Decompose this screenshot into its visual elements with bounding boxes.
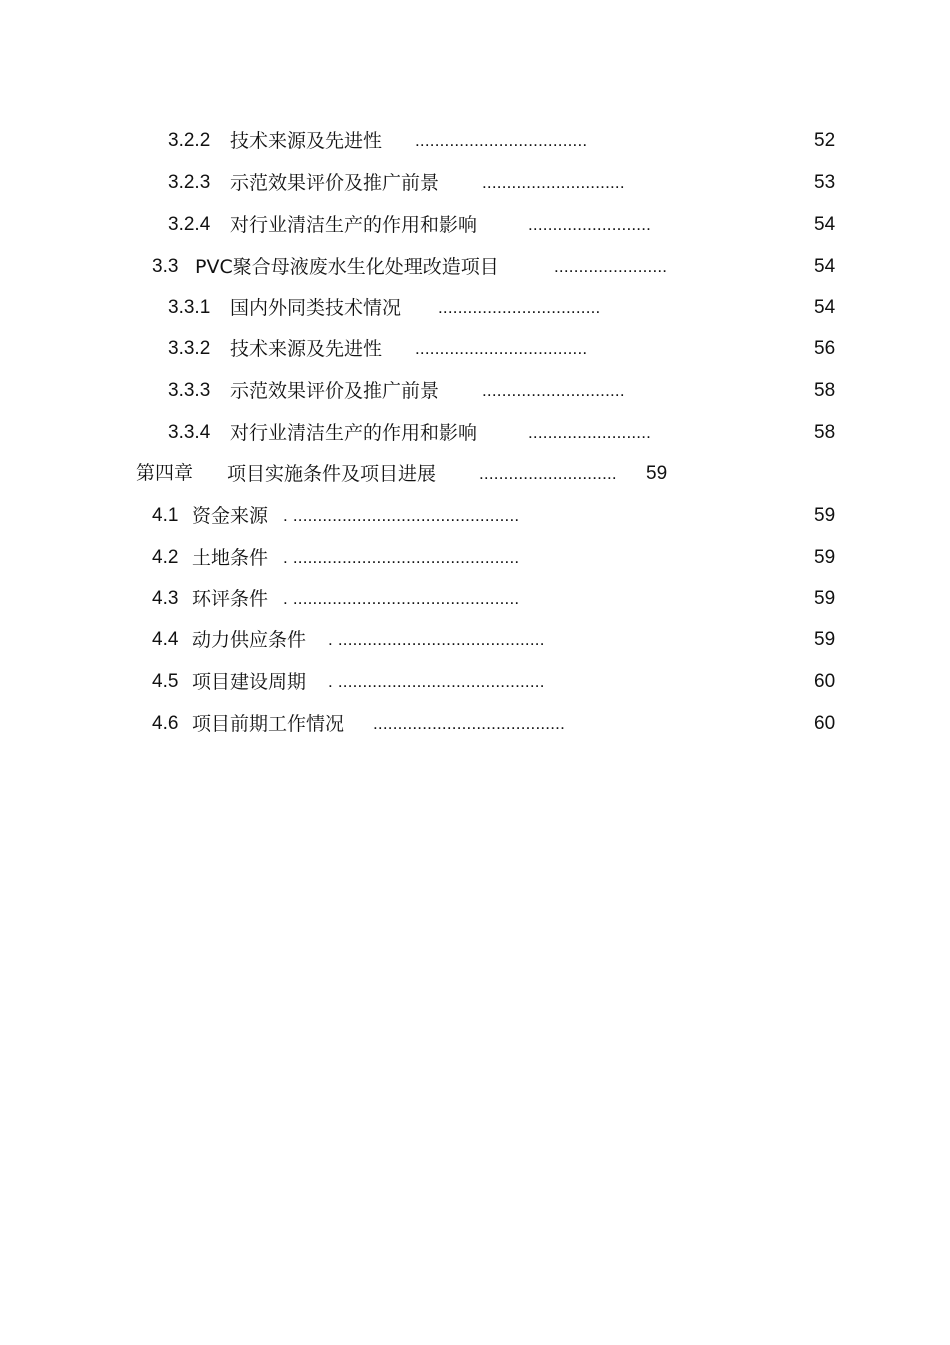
toc-leader: ................................. bbox=[438, 298, 601, 317]
toc-entry bbox=[152, 545, 848, 571]
toc-page: 54 bbox=[814, 297, 836, 318]
toc-number: 3.3 bbox=[152, 256, 179, 277]
toc-number: 4.4 bbox=[152, 629, 179, 650]
toc-page: 59 bbox=[814, 629, 836, 650]
toc-page: 52 bbox=[814, 130, 836, 151]
toc-leader: . .............................................. bbox=[283, 589, 520, 608]
toc-page: 59 bbox=[814, 547, 836, 568]
toc-title: 国内外同类技术情况 bbox=[230, 297, 402, 319]
toc-number: 3.3.4 bbox=[168, 422, 211, 443]
toc-entry bbox=[168, 378, 848, 404]
toc-entry bbox=[168, 336, 848, 362]
toc-title: PVC聚合母液废水生化处理改造项目 bbox=[195, 256, 499, 278]
toc-page: 60 bbox=[814, 671, 836, 692]
toc-page: 58 bbox=[814, 380, 836, 401]
toc-entry bbox=[152, 711, 848, 737]
toc-leader: . .......................................... bbox=[328, 630, 545, 649]
toc-title: 对行业清洁生产的作用和影响 bbox=[230, 214, 478, 236]
toc-title: 土地条件 bbox=[192, 547, 269, 569]
toc-number: 3.2.4 bbox=[168, 214, 211, 235]
toc-entry bbox=[152, 586, 848, 612]
toc-entry bbox=[168, 420, 848, 446]
toc-title: 动力供应条件 bbox=[192, 629, 307, 651]
toc-number: 3.3.3 bbox=[168, 380, 211, 401]
toc-entry bbox=[152, 254, 848, 280]
toc-page: 56 bbox=[814, 338, 836, 359]
toc-number: 3.3.1 bbox=[168, 297, 211, 318]
toc-title: 项目前期工作情况 bbox=[192, 713, 345, 735]
toc-number: 4.3 bbox=[152, 588, 179, 609]
toc-entry bbox=[152, 627, 848, 653]
toc-number: 3.2.3 bbox=[168, 172, 211, 193]
toc-leader: ............................. bbox=[482, 381, 625, 400]
toc-entry bbox=[168, 170, 848, 196]
toc-entry bbox=[152, 503, 848, 529]
toc-title: 示范效果评价及推广前景 bbox=[230, 172, 440, 194]
toc-title: 技术来源及先进性 bbox=[230, 130, 383, 152]
toc-entry bbox=[168, 128, 848, 154]
toc-title: 技术来源及先进性 bbox=[230, 338, 383, 360]
toc-page: 54 bbox=[814, 256, 836, 277]
toc-page: 58 bbox=[814, 422, 836, 443]
toc-page: 53 bbox=[814, 172, 836, 193]
toc-page: 60 bbox=[814, 713, 836, 734]
toc-leader: ................................... bbox=[415, 131, 588, 150]
toc-leader: ....................... bbox=[554, 257, 668, 276]
toc-leader: ......................... bbox=[528, 423, 652, 442]
toc-page: 59 bbox=[814, 505, 836, 526]
toc-leader: ............................ bbox=[479, 464, 617, 483]
toc-entry bbox=[168, 212, 848, 238]
toc-title: 资金来源 bbox=[192, 505, 269, 527]
toc-title: 环评条件 bbox=[192, 588, 269, 610]
toc-title: 对行业清洁生产的作用和影响 bbox=[230, 422, 478, 444]
toc-leader: ............................. bbox=[482, 173, 625, 192]
toc-leader: . .............................................. bbox=[283, 506, 520, 525]
toc-leader: ......................... bbox=[528, 215, 652, 234]
toc-title: 示范效果评价及推广前景 bbox=[230, 380, 440, 402]
toc-page: 59 bbox=[646, 463, 668, 484]
toc-leader: . .......................................... bbox=[328, 672, 545, 691]
toc-page: 59 bbox=[814, 588, 836, 609]
toc-entry bbox=[152, 669, 848, 695]
toc-leader: ................................... bbox=[415, 339, 588, 358]
toc-leader: . .............................................. bbox=[283, 548, 520, 567]
toc-title: 项目建设周期 bbox=[192, 671, 307, 693]
toc-number: 4.2 bbox=[152, 547, 179, 568]
toc-chapter-number: 第四章 bbox=[136, 463, 194, 484]
toc-number: 3.3.2 bbox=[168, 338, 211, 359]
toc-number: 4.5 bbox=[152, 671, 179, 692]
toc-page: 54 bbox=[814, 214, 836, 235]
toc-number: 4.6 bbox=[152, 713, 179, 734]
toc-number: 4.1 bbox=[152, 505, 179, 526]
toc-entry bbox=[168, 295, 848, 321]
toc-title: 项目实施条件及项目进展 bbox=[227, 463, 437, 485]
toc-number: 3.2.2 bbox=[168, 130, 211, 151]
toc-leader: ....................................... bbox=[373, 714, 566, 733]
toc-chapter-entry bbox=[136, 461, 696, 487]
